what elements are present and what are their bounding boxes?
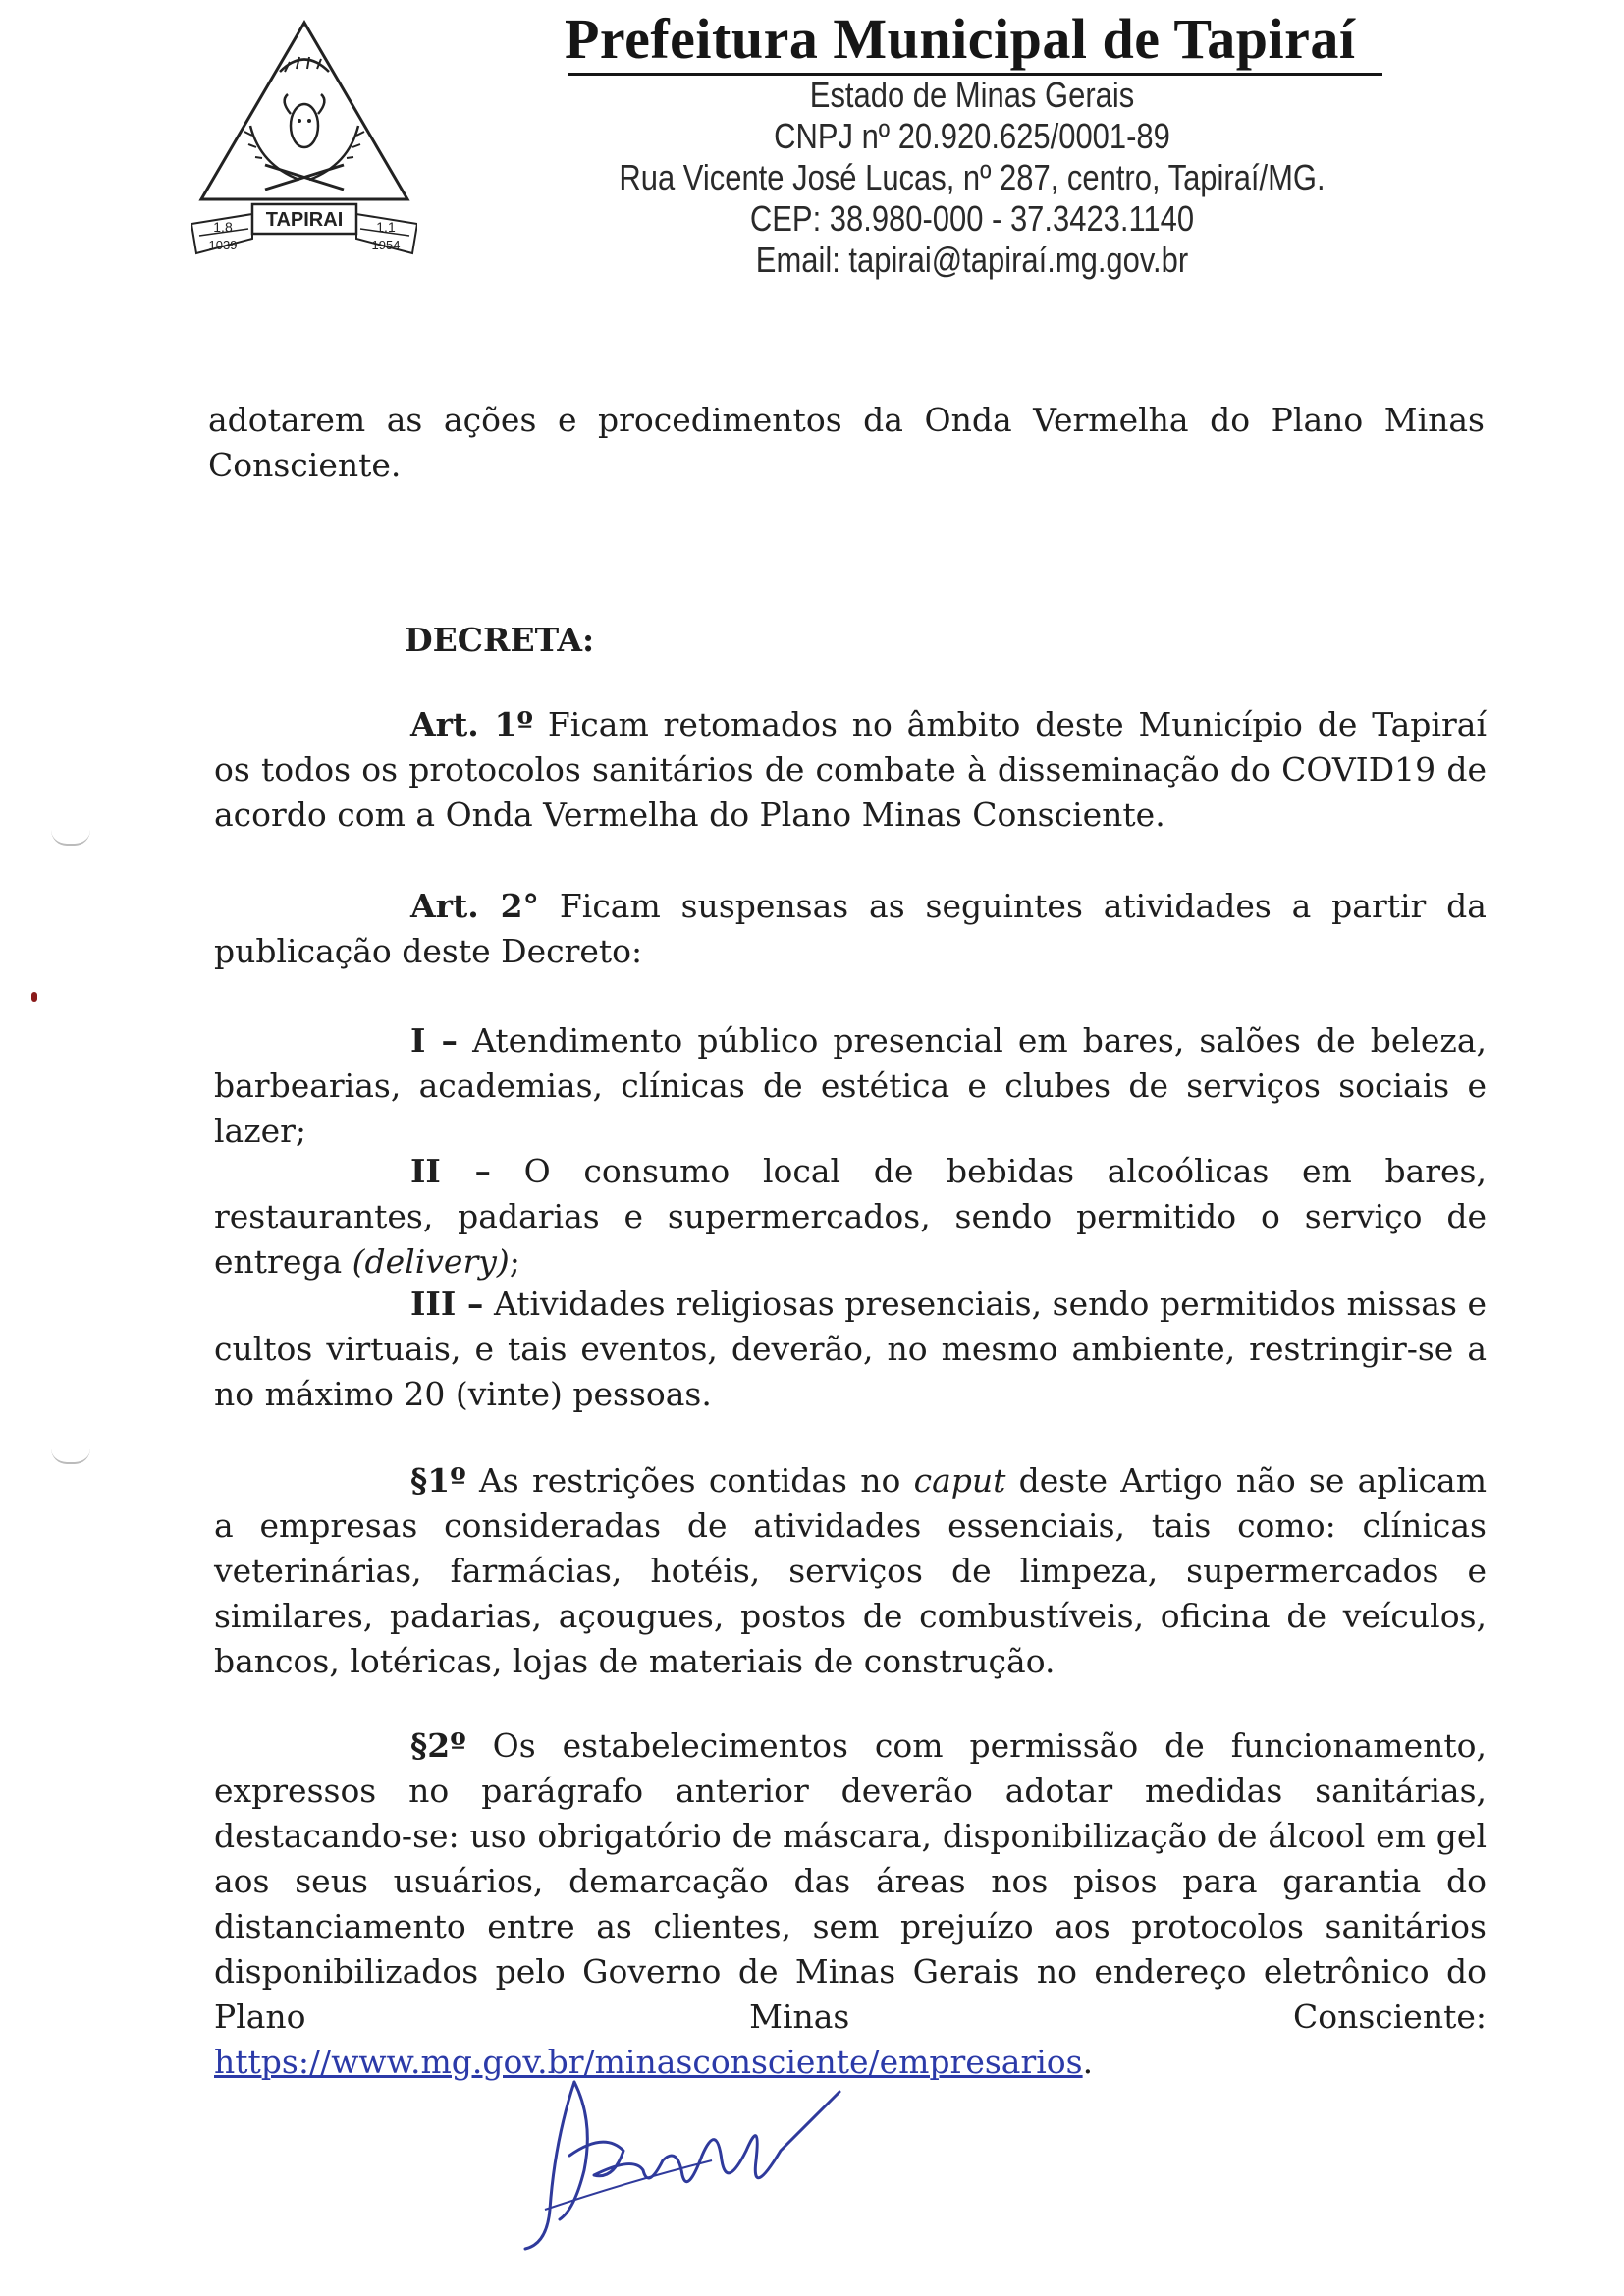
item-iii bbox=[214, 1282, 1487, 1417]
logo-left-top: 1.8 bbox=[213, 219, 233, 235]
scan-speck bbox=[31, 992, 37, 1002]
paragraph-1-text-a: As restrições contidas no bbox=[465, 1461, 914, 1500]
item-i-label: I – bbox=[410, 1021, 459, 1060]
logo-right-bottom: 1954 bbox=[371, 238, 401, 252]
item-iii-text: Atividades religiosas presenciais, sendo permitidos missas e cultos virtuais, e tais eventos, deverão, no mesmo ambiente, restringir-se a no máximo 20 (vinte) pessoas. bbox=[214, 1285, 1487, 1413]
item-ii-label: II – bbox=[410, 1152, 492, 1190]
punch-hole-mark bbox=[51, 830, 90, 846]
punch-hole-mark bbox=[51, 1449, 90, 1464]
paragraph-2-label: §2º bbox=[410, 1726, 466, 1765]
item-ii-end: ; bbox=[509, 1242, 520, 1281]
letterhead-cnpj: CNPJ nº 20.920.625/0001-89 bbox=[774, 116, 1170, 156]
article-2 bbox=[214, 884, 1487, 974]
logo-banner-text: TAPIRAI bbox=[265, 209, 344, 231]
paragraph-2-text: Os estabelecimentos com permissão de funcionamento, expressos no parágrafo anterior deverão adotar medidas sanitárias, destacando-se: uso obrigatório de máscara, disponibilização de álcool em gel aos seus usuários, demarcação das áreas nos pisos para garantia do distanciamento entre as clientes, sem prejuízo aos protocolos sanitários disponibilizados pelo Governo de Minas Gerais no endereço eletrônico do Plano Minas Consciente: bbox=[214, 1726, 1487, 2036]
intro-paragraph bbox=[208, 398, 1485, 488]
logo-right-top: 1.1 bbox=[376, 219, 396, 235]
intro-text: adotarem as ações e procedimentos da Onda Vermelha do Plano Minas Consciente. bbox=[208, 401, 1485, 484]
item-ii-text: O consumo local de bebidas alcoólicas em bares, restaurantes, padarias e supermercados, sendo permitido o serviço de entrega bbox=[214, 1152, 1487, 1281]
decreta-heading: DECRETA: bbox=[405, 621, 595, 659]
article-2-label: Art. 2° bbox=[410, 887, 540, 925]
minas-consciente-link[interactable]: https://www.mg.gov.br/minasconsciente/empresarios bbox=[214, 2043, 1083, 2081]
paragraph-2-end: . bbox=[1082, 2043, 1094, 2081]
item-ii-italic: (delivery) bbox=[352, 1242, 510, 1281]
paragraph-1 bbox=[214, 1458, 1487, 1684]
article-1-text: Ficam retomados no âmbito deste Município de Tapiraí os todos os protocolos sanitários de combate à disseminação do COVID19 de acordo com a Onda Vermelha do Plano Minas Consciente. bbox=[214, 705, 1487, 834]
paragraph-1-label: §1º bbox=[410, 1461, 466, 1500]
item-iii-label: III – bbox=[410, 1285, 484, 1323]
letterhead-state: Estado de Minas Gerais bbox=[809, 75, 1135, 115]
item-ii bbox=[214, 1149, 1487, 1285]
letterhead-address: Rua Vicente José Lucas, nº 287, centro, Tapiraí/MG. bbox=[619, 157, 1326, 197]
letterhead-details bbox=[609, 75, 1335, 281]
letterhead-cep-phone: CEP: 38.980-000 - 37.3423.1140 bbox=[749, 198, 1195, 239]
item-i bbox=[214, 1018, 1487, 1154]
paragraph-2 bbox=[214, 1723, 1487, 2085]
item-i-text: Atendimento público presencial em bares, salões de beleza, barbearias, academias, clínicas de estética e clubes de serviços sociais e lazer; bbox=[214, 1021, 1487, 1150]
article-1 bbox=[214, 702, 1487, 838]
letterhead-email: Email: tapirai@tapiraí.mg.gov.br bbox=[755, 240, 1189, 280]
logo-left-bottom: 1039 bbox=[208, 238, 238, 252]
paragraph-1-italic: caput bbox=[913, 1461, 1006, 1500]
handwritten-signature bbox=[515, 2062, 849, 2259]
article-1-label: Art. 1º bbox=[410, 705, 534, 743]
letterhead-title: Prefeitura Municipal de Tapiraí bbox=[565, 7, 1356, 71]
paragraph-1-text-b: deste Artigo não se aplicam a empresas consideradas de atividades essenciais, tais como: clínicas veterinárias, farmácias, hotéis, serviços de limpeza, supermercados e similares, padarias, açougues, postos de combustíveis, oficina de veículos, bancos, lotéricas, lojas de materiais de construção. bbox=[214, 1461, 1487, 1680]
municipal-coat-of-arms-logo bbox=[191, 18, 417, 263]
article-2-text: Ficam suspensas as seguintes atividades a partir da publicação deste Decreto: bbox=[214, 887, 1487, 970]
